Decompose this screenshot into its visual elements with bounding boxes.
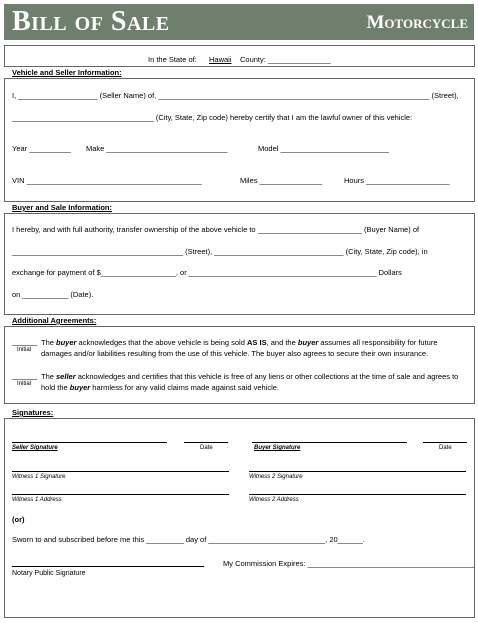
county-field[interactable]: _______________ <box>268 55 331 64</box>
witness2-signature-line[interactable] <box>249 471 466 472</box>
agreements-section-label: Additional Agreements: <box>12 316 97 325</box>
vin-field[interactable]: VIN __________________________________________ <box>12 176 202 185</box>
document-title: Bill of Sale <box>12 6 170 37</box>
buyer-date-label: Date <box>439 445 452 451</box>
seller-signature-line[interactable] <box>12 442 167 443</box>
witness1-address-label: Witness 1 Address <box>12 497 62 503</box>
commission-expires-line[interactable]: My Commission Expires: ________________________________________ <box>223 559 475 568</box>
miles-field[interactable]: Miles _______________ <box>240 176 323 185</box>
seller-name-line[interactable]: I, ___________________ (Seller Name) of, _________________________________________________________________ (Street), <box>12 91 459 100</box>
agreement-as-is: The buyer acknowledges that the above vehicle is being sold AS IS, and the buyer assumes all responsibility for future damages and/or liabilities resulting from the use of this vehicle. The buyer also agrees to secure their own insurance. <box>41 338 438 358</box>
payment-line[interactable]: exchange for payment of $__________________, or _____________________________________________ Dollars <box>12 268 402 277</box>
initial-blank-2[interactable]: ______ <box>12 371 38 380</box>
notary-signature-line[interactable] <box>12 566 204 567</box>
seller-date-line[interactable] <box>184 442 228 443</box>
hours-field[interactable]: Hours ____________________ <box>344 176 450 185</box>
signatures-box <box>4 418 475 618</box>
or-label: (or) <box>12 515 25 524</box>
signatures-section-label: Signatures: <box>12 408 54 417</box>
witness1-address-line[interactable] <box>12 494 229 495</box>
buyer-section-label: Buyer and Sale Information: <box>12 203 113 212</box>
buyer-signature-label: Buyer Signature <box>254 445 301 451</box>
buyer-signature-line[interactable] <box>252 442 407 443</box>
sworn-line[interactable]: Sworn to and subscribed before me this _________ day of ____________________________, 20______. <box>12 535 365 544</box>
witness1-signature-label: Witness 1 Signature <box>12 474 66 480</box>
model-field[interactable]: Model __________________________ <box>258 144 389 153</box>
initial-label-1: Initial <box>17 347 32 353</box>
make-field[interactable]: Make _____________________________ <box>86 144 228 153</box>
seller-signature-label: Seller Signature <box>12 445 58 451</box>
document-subtitle: Motorcycle <box>366 12 468 33</box>
buyer-date-line[interactable] <box>423 442 467 443</box>
seller-date-label: Date <box>200 445 213 451</box>
county-label: County: <box>240 55 266 64</box>
witness2-signature-label: Witness 2 Signature <box>249 474 303 480</box>
date-line[interactable]: on ___________ (Date). <box>12 290 94 299</box>
initial-label-2: Initial <box>17 381 32 387</box>
seller-city-line[interactable]: __________________________________ (City, State, Zip code) hereby certify that I am the lawful owner of this vehicle: <box>12 113 413 122</box>
year-field[interactable]: Year __________ <box>12 144 71 153</box>
state-value[interactable]: Hawaii <box>209 55 232 64</box>
buyer-name-line[interactable]: I hereby, and with full authority, transfer ownership of the above vehicle to _________________________ (Buyer Name) of <box>12 225 420 234</box>
witness1-signature-line[interactable] <box>12 471 229 472</box>
witness2-address-line[interactable] <box>249 494 466 495</box>
agreement-liens: The seller acknowledges and certifies that this vehicle is free of any liens or other collections at the time of sale and agrees to hold the buyer harmless for any valid claims made against said vehicle. <box>41 372 459 392</box>
buyer-street-line[interactable]: _________________________________________ (Street), _______________________________ (City, State, Zip code), in <box>12 247 428 256</box>
state-label: In the State of: <box>148 55 197 64</box>
witness2-address-label: Witness 2 Address <box>249 497 299 503</box>
vehicle-section-label: Vehicle and Seller Information: <box>12 68 122 77</box>
notary-signature-label: Notary Public Signature <box>12 570 86 577</box>
initial-blank-1[interactable]: ______ <box>12 337 38 346</box>
